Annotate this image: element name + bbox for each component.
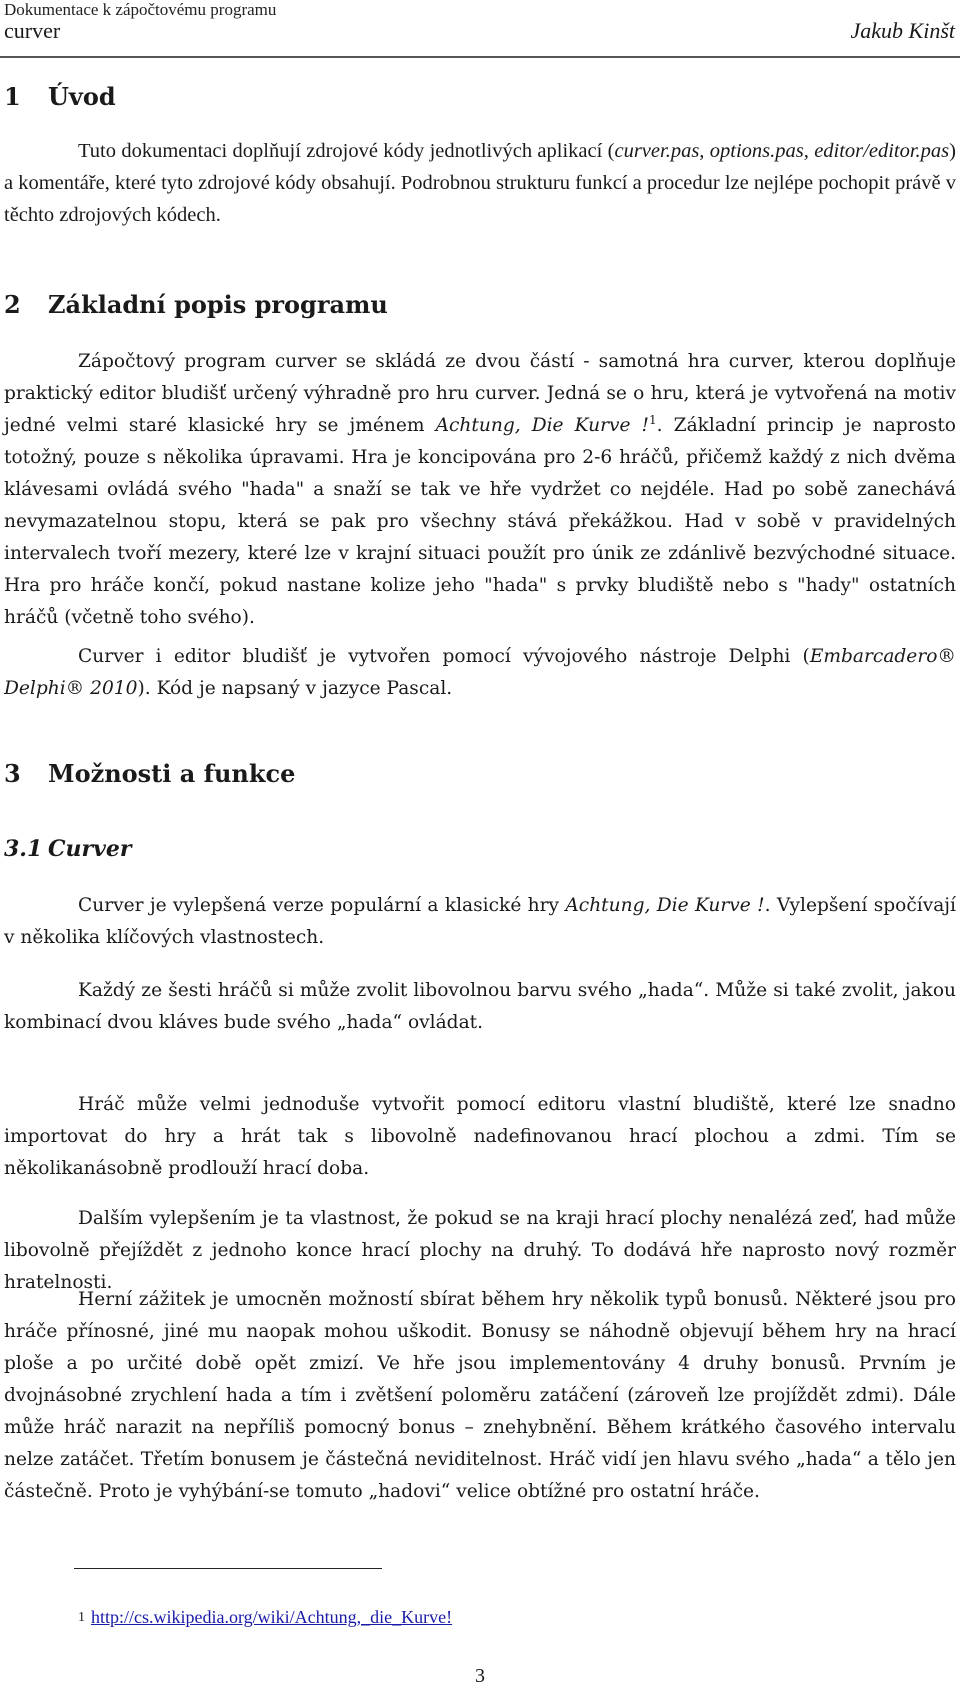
- page-number: 3: [475, 1665, 485, 1687]
- heading-section-1: [4, 82, 116, 111]
- header-program-name: curver: [4, 18, 61, 43]
- heading-section-3-1: [4, 836, 131, 862]
- footnote-link[interactable]: http://cs.wikipedia.org/wiki/Achtung,_die_Kurve!: [91, 1607, 453, 1627]
- text: ). Kód je napsaný v jazyce Pascal.: [137, 678, 453, 699]
- text: Hráč může velmi jednoduše vytvořit pomocí editoru vlastní bludiště, které lze snadno importovat do hry a hrát tak s libovolně nadefinovanou hrací plochou a zdmi. Tím se několikanásobně prodlouží hrací doba.: [4, 1094, 956, 1179]
- paragraph-editor: [4, 1089, 956, 1185]
- heading-title: Curver: [48, 836, 132, 862]
- paragraph-intro: [4, 135, 956, 231]
- heading-title: Možnosti a funkce: [48, 759, 296, 788]
- text: Zápočtový program curver se skládá ze dvou částí - samotná hra curver, kterou doplňuje praktický editor bludišť určený výhradně pro hru curver. Jedná se o hru, která je vytvořená na motiv jedné velmi staré klasické hry se jménem: [4, 351, 956, 436]
- text: . Základní princip je naprosto totožný, pouze s několika úpravami. Hra je koncipována pro 2-6 hráčů, přičemž každý z nich dvěma klávesami ovládá svého "hada" a snaží se tak ve hře vydržet co nejdéle. Had po sobě zanechává nevymazatelnou stopu, která se pak pro všechny stává překážkou. Had v sobě v pravidelných intervalech tvoří mezery, které lze v krajní situaci použít pro únik ze zdánlivě bezvýchodné situace. Hra pro hráče končí, pokud nastane kolize jeho "hada" s prvky bludiště nebo s "hady" ostatních hráčů (včetně toho svého).: [4, 415, 956, 628]
- text: Herní zážitek je umocněn možností sbírat během hry několik typů bonusů. Některé jsou pro hráče přínosné, jiné mu naopak mohou uškodit. Bonusy se náhodně objevují během hry na hrací ploše a po určité době opět zmizí. Ve hře jsou implementovány 4 druhy bonusů. Prvním je dvojnásobné zrychlení hada a tím i zvětšení poloměru zatáčení (zároveň lze projíždět zdmi). Dále může hráč narazit na nepříliš pomocný bonus – znehybnění. Během krátkého časového intervalu nelze zatáčet. Třetím bonusem je částečná neviditelnost. Hráč vidí jen hlavu svého „hada“ a tělo jen částečně. Proto je vyhýbání-se tomuto „hadovi“ velice obtížné pro ostatní hráče.: [4, 1289, 956, 1502]
- footnote-divider: [74, 1568, 382, 1569]
- text: Tuto dokumentaci doplňují zdrojové kódy jednotlivých aplikací (: [78, 140, 615, 162]
- heading-number: 1: [4, 82, 21, 111]
- paragraph-bonuses: [4, 1284, 956, 1508]
- footnote-number: 1: [78, 1610, 85, 1625]
- footnote-ref[interactable]: 1: [649, 412, 657, 427]
- paragraph-description: [4, 346, 956, 634]
- text: Curver je vylepšená verze populární a klasické hry: [78, 895, 566, 916]
- heading-title: Úvod: [48, 82, 116, 111]
- document-title: Dokumentace k zápočtovému programu: [4, 0, 277, 19]
- game-title: Achtung, Die Kurve !: [565, 895, 765, 916]
- paragraph-curver-intro: [4, 890, 956, 954]
- tool-name: Embarcadero® Delphi® 2010: [4, 646, 956, 699]
- file-names: curver.pas, options.pas, editor/editor.pas: [614, 140, 950, 162]
- text: Curver i editor bludišť je vytvořen pomocí vývojového nástroje Delphi (: [78, 646, 810, 667]
- heading-section-2: [4, 290, 388, 319]
- heading-number: 3: [4, 759, 21, 788]
- game-title: Achtung, Die Kurve !: [435, 415, 650, 436]
- heading-number: 3.1: [4, 836, 43, 862]
- text: Každý ze šesti hráčů si může zvolit libovolnou barvu svého „hada“. Může si také zvolit, jakou kombinací dvou kláves bude svého „hada“ ovládat.: [4, 980, 956, 1033]
- text: . Vylepšení spočívají v několika klíčových vlastnostech.: [4, 895, 956, 948]
- header-author: Jakub Kinšt: [850, 18, 955, 43]
- heading-title: Základní popis programu: [48, 290, 388, 319]
- heading-number: 2: [4, 290, 21, 319]
- paragraph-colors: [4, 975, 956, 1039]
- header-divider: [0, 56, 960, 58]
- heading-section-3: [4, 759, 295, 788]
- footnote: [78, 1607, 452, 1628]
- paragraph-tools: [4, 641, 956, 705]
- text: Dalším vylepšením je ta vlastnost, že pokud se na kraji hrací plochy nenalézá zeď, had může libovolně přejíždět z jednoho konce hrací plochy na druhý. To dodává hře naprosto nový rozměr hratelnosti.: [4, 1208, 956, 1293]
- text: ) a komentáře, které tyto zdrojové kódy obsahují. Podrobnou strukturu funkcí a procedur lze nejlépe pochopit právě v těchto zdrojových kódech.: [4, 140, 956, 226]
